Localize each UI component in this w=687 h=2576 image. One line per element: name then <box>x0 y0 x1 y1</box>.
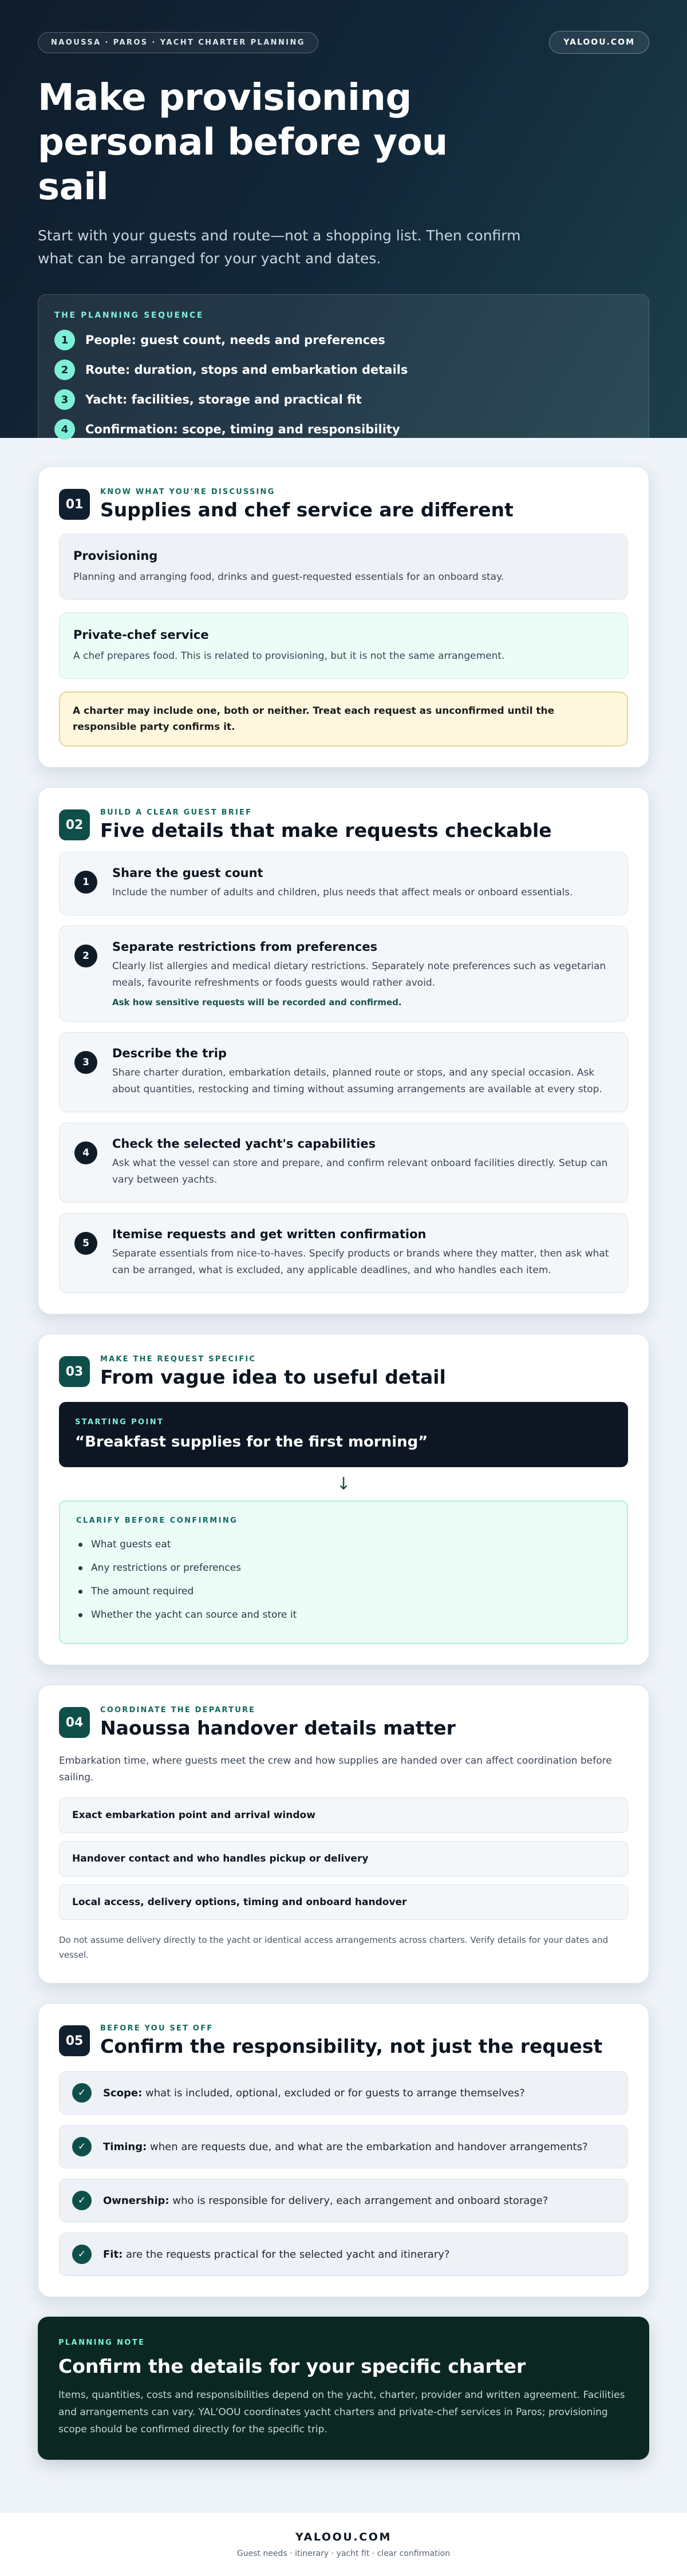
footer-brand-link[interactable]: YALOOU.COM <box>295 2531 392 2543</box>
sequence-number: 4 <box>54 419 75 440</box>
detail-text: Clearly list allergies and medical dietary restrictions. Separately note preferences such as vegetarian meals, favourite refreshments or foods guests would rather avoid. <box>112 961 606 989</box>
main-content <box>0 438 687 2460</box>
sequence-text: Route: duration, stops and embarkation details <box>85 363 408 377</box>
checklist-text <box>103 2141 588 2153</box>
sequence-text: People: guest count, needs and preferences <box>85 333 385 347</box>
planning-sequence <box>38 294 649 461</box>
detail-text: Share charter duration, embarkation details, planned route or stops, and any special occasion. Ask about quantities, restocking and timing without assuming arrangements are available at every stop. <box>112 1067 602 1095</box>
step-badge: 02 <box>59 809 90 840</box>
checklist-row <box>59 2179 628 2222</box>
sequence-item <box>54 390 633 409</box>
section-heading <box>100 808 552 841</box>
step-badge: 04 <box>59 1707 90 1738</box>
detail-item <box>59 1213 628 1293</box>
starting-point-box <box>59 1402 628 1467</box>
section-heading <box>100 1706 456 1739</box>
handover-list <box>59 1797 628 1920</box>
section-title: Confirm the responsibility, not just the request <box>100 2035 603 2057</box>
checklist-detail: who is responsible for delivery, each arrangement and onboard storage? <box>169 2194 548 2207</box>
detail-body <box>112 1227 613 1279</box>
detail-title: Separate restrictions from preferences <box>112 940 378 954</box>
clarify-box <box>59 1500 628 1644</box>
detail-number: 3 <box>74 1051 97 1074</box>
section-kicker: MAKE THE REQUEST SPECIFIC <box>100 1355 256 1364</box>
arrow-down-icon: ↓ <box>336 1474 351 1494</box>
definition-text: Planning and arranging food, drinks and guest-requested essentials for an onboard stay. <box>73 571 504 583</box>
checklist-text <box>103 2249 449 2261</box>
section-kicker: BEFORE YOU SET OFF <box>100 2024 214 2033</box>
handover-row: Exact embarkation point and arrival window <box>59 1797 628 1833</box>
step-badge: 03 <box>59 1356 90 1387</box>
detail-title: Check the selected yacht's capabilities <box>112 1137 376 1151</box>
section-title: Five details that make requests checkable <box>100 819 552 841</box>
handover-row: Local access, delivery options, timing and onboard handover <box>59 1884 628 1920</box>
detail-number: 2 <box>74 945 97 967</box>
detail-number: 1 <box>74 871 97 894</box>
checklist-detail: when are requests due, and what are the embarkation and handover arrangements? <box>147 2140 588 2153</box>
checkmark-icon: ✓ <box>72 2137 92 2156</box>
detail-body <box>112 1046 613 1098</box>
checkmark-icon: ✓ <box>72 2083 92 2103</box>
note-title: Confirm the details for your specific charter <box>58 2355 526 2377</box>
definition-title: Provisioning <box>73 549 158 563</box>
section-kicker: COORDINATE THE DEPARTURE <box>100 1706 256 1714</box>
note-label: PLANNING NOTE <box>58 2338 145 2347</box>
detail-item <box>59 1032 628 1112</box>
checkmark-icon: ✓ <box>72 2245 92 2264</box>
section-header <box>59 1706 628 1739</box>
checklist-label: Fit: <box>103 2248 123 2261</box>
section-naoussa-handover <box>38 1685 649 1984</box>
detail-text: Include the number of adults and children, plus needs that affect meals or onboard essentials. <box>112 887 573 898</box>
page-title: Make provisioning personal before you sail <box>38 77 448 208</box>
section-title: From vague idea to useful detail <box>100 1366 446 1388</box>
checklist-detail: are the requests practical for the selected yacht and itinerary? <box>123 2248 450 2261</box>
starting-point-label: STARTING POINT <box>75 1418 164 1427</box>
checklist-label: Timing: <box>103 2140 147 2153</box>
section-supplies-vs-chef <box>38 467 649 768</box>
section-header <box>59 488 628 521</box>
detail-item <box>59 1123 628 1203</box>
clarify-list <box>76 1533 611 1627</box>
location-eyebrow: NAOUSSA · PAROS · YACHT CHARTER PLANNING <box>38 32 318 53</box>
clarify-label: CLARIFY BEFORE CONFIRMING <box>76 1516 238 1525</box>
checklist-label: Ownership: <box>103 2194 169 2207</box>
detail-body <box>112 940 613 1008</box>
footer <box>0 2512 687 2576</box>
section-title: Supplies and chef service are different <box>100 499 514 521</box>
detail-number: 4 <box>74 1141 97 1164</box>
checklist <box>59 2071 628 2276</box>
hero-top-bar <box>38 31 649 54</box>
sequence-number: 3 <box>54 389 75 410</box>
hero-section <box>0 0 687 438</box>
detail-item <box>59 926 628 1022</box>
detail-title: Itemise requests and get written confirmation <box>112 1227 427 1241</box>
section-request-specific <box>38 1334 649 1665</box>
section-kicker: KNOW WHAT YOU'RE DISCUSSING <box>100 488 275 496</box>
site-link[interactable]: YALOOU.COM <box>549 31 649 54</box>
sequence-number: 2 <box>54 359 75 380</box>
list-item: Any restrictions or preferences <box>76 1556 611 1580</box>
section-header <box>59 808 628 841</box>
detail-item <box>59 852 628 915</box>
checklist-row <box>59 2233 628 2276</box>
section-heading <box>100 1355 446 1388</box>
sequence-text: Confirmation: scope, timing and responsibility <box>85 422 400 436</box>
section-guest-brief <box>38 787 649 1314</box>
detail-title: Share the guest count <box>112 866 263 880</box>
list-item: The amount required <box>76 1580 611 1603</box>
handover-row: Handover contact and who handles pickup or delivery <box>59 1841 628 1876</box>
step-badge: 01 <box>59 489 90 520</box>
section-intro: Embarkation time, where guests meet the crew and how supplies are handed over can affect coordination before sailing. <box>59 1755 612 1783</box>
section-header <box>59 2024 628 2057</box>
planning-note <box>38 2317 649 2460</box>
checkmark-icon: ✓ <box>72 2191 92 2210</box>
section-title: Naoussa handover details matter <box>100 1717 456 1739</box>
checklist-row <box>59 2125 628 2168</box>
detail-body <box>112 1137 613 1188</box>
chef-definition <box>59 613 628 679</box>
detail-note: Ask how sensitive requests will be recorded and confirmed. <box>112 997 402 1008</box>
detail-number: 5 <box>74 1232 97 1255</box>
sequence-title: THE PLANNING SEQUENCE <box>54 311 204 320</box>
checklist-text <box>103 2087 525 2099</box>
section-kicker: BUILD A CLEAR GUEST BRIEF <box>100 808 252 817</box>
warning-callout: A charter may include one, both or neither. Treat each request as unconfirmed until the responsible party confirms it. <box>59 692 628 746</box>
step-badge: 05 <box>59 2025 90 2056</box>
footer-tagline: Guest needs · itinerary · yacht fit · clear confirmation <box>236 2549 451 2558</box>
list-item: Whether the yacht can source and store it <box>76 1603 611 1627</box>
checklist-text <box>103 2195 548 2207</box>
definition-title: Private-chef service <box>73 628 209 642</box>
list-item: What guests eat <box>76 1533 611 1556</box>
detail-body <box>112 866 613 901</box>
sequence-item <box>54 360 633 380</box>
detail-text: Ask what the vessel can store and prepare, and confirm relevant onboard facilities directly. Setup can vary between yachts. <box>112 1157 608 1186</box>
section-confirm-responsibility <box>38 2003 649 2297</box>
sequence-item <box>54 420 633 439</box>
hero-lede: Start with your guests and route—not a shopping list. Then confirm what can be arranged for your yacht and dates. <box>38 227 521 267</box>
section-header <box>59 1355 628 1388</box>
sequence-number: 1 <box>54 330 75 350</box>
note-text: Items, quantities, costs and responsibilities depend on the yacht, charter, provider and written agreement. Facilities and arrangements can vary. YAL'OOU coordinates yacht charters and private-chef services in Paros; provisioning scope should be confirmed directly for the specific trip. <box>58 2389 625 2435</box>
section-footnote: Do not assume delivery directly to the yacht or identical access arrangements across charters. Verify details for your dates and vessel. <box>59 1935 609 1960</box>
section-heading <box>100 488 514 521</box>
detail-text: Separate essentials from nice-to-haves. Specify products or brands where they matter, then ask what can be arranged, what is excluded, any applicable deadlines, and who handles each item. <box>112 1248 609 1276</box>
section-heading <box>100 2024 602 2057</box>
starting-point-quote: “Breakfast supplies for the first morning” <box>75 1433 428 1451</box>
detail-title: Describe the trip <box>112 1046 227 1060</box>
definition-text: A chef prepares food. This is related to provisioning, but it is not the same arrangement. <box>73 650 505 662</box>
provisioning-definition <box>59 534 628 600</box>
checklist-detail: what is included, optional, excluded or for guests to arrange themselves? <box>142 2087 525 2099</box>
checklist-row <box>59 2071 628 2115</box>
sequence-text: Yacht: facilities, storage and practical fit <box>85 393 362 406</box>
sequence-item <box>54 330 633 350</box>
checklist-label: Scope: <box>103 2087 143 2099</box>
